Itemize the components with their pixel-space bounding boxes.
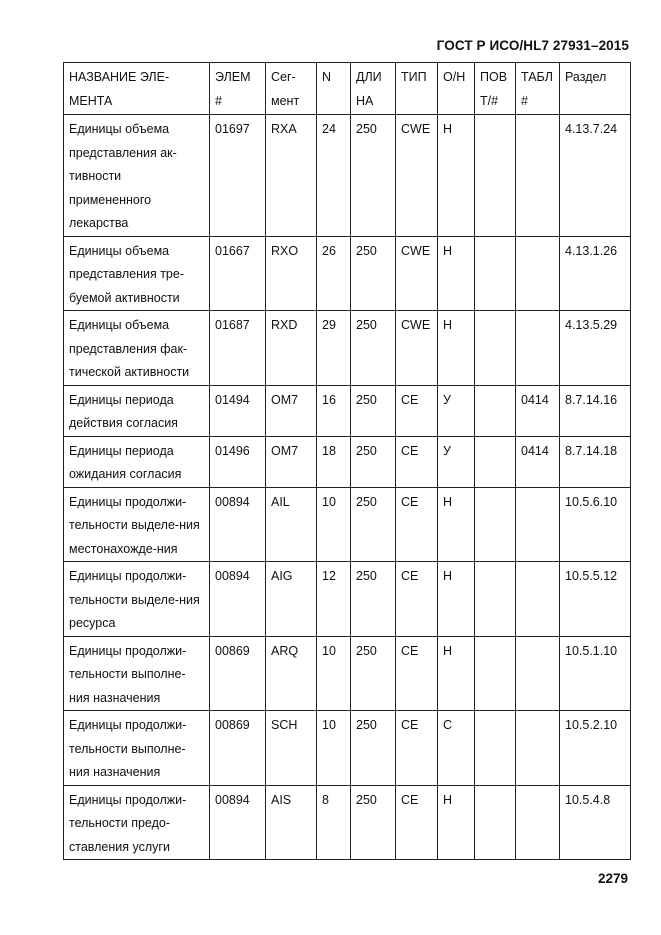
- cell-repeat: [475, 636, 516, 711]
- cell-repeat: [475, 711, 516, 786]
- cell-table: [516, 711, 560, 786]
- cell-name: Единицы продолжи-тельности предо-ставления услуги: [64, 785, 210, 860]
- column-header-segment: Сег-мент: [266, 63, 317, 115]
- page-number: 2279: [597, 871, 628, 886]
- cell-repeat: [475, 115, 516, 237]
- cell-table: [516, 785, 560, 860]
- table-row: [64, 436, 631, 487]
- cell-optionality: Н: [438, 115, 475, 237]
- cell-section: 4.13.7.24: [560, 115, 631, 237]
- cell-table: 0414: [516, 436, 560, 487]
- cell-segment: AIS: [266, 785, 317, 860]
- column-header-repeat: ПОВТ/#: [475, 63, 516, 115]
- cell-segment: SCH: [266, 711, 317, 786]
- cell-name: Единицы продолжи-тельности выделе-ния ресурса: [64, 562, 210, 637]
- cell-n: 18: [317, 436, 351, 487]
- cell-length: 250: [351, 562, 396, 637]
- cell-repeat: [475, 785, 516, 860]
- cell-optionality: У: [438, 436, 475, 487]
- cell-name: Единицы объема представления фак-тической активности: [64, 311, 210, 386]
- table-row: [64, 311, 631, 386]
- column-header-table: ТАБЛ#: [516, 63, 560, 115]
- cell-elem: 01667: [210, 236, 266, 311]
- cell-n: 26: [317, 236, 351, 311]
- cell-type: CE: [396, 711, 438, 786]
- cell-length: 250: [351, 385, 396, 436]
- cell-segment: ARQ: [266, 636, 317, 711]
- cell-elem: 00869: [210, 711, 266, 786]
- cell-name: Единицы продолжи-тельности выделе-ния местонахожде-ния: [64, 487, 210, 562]
- cell-repeat: [475, 385, 516, 436]
- cell-name: Единицы продолжи-тельности выполне-ния назначения: [64, 636, 210, 711]
- table-row: [64, 236, 631, 311]
- cell-name: Единицы объема представления ак-тивности примененного лекарства: [64, 115, 210, 237]
- cell-name: Единицы периода ожидания согласия: [64, 436, 210, 487]
- cell-type: CE: [396, 385, 438, 436]
- cell-section: 8.7.14.16: [560, 385, 631, 436]
- cell-repeat: [475, 236, 516, 311]
- cell-elem: 00869: [210, 636, 266, 711]
- cell-type: CE: [396, 562, 438, 637]
- data-elements-table: [63, 62, 631, 860]
- column-header-section: Раздел: [560, 63, 631, 115]
- table-row: [64, 115, 631, 237]
- table-row: [64, 385, 631, 436]
- cell-length: 250: [351, 487, 396, 562]
- cell-n: 10: [317, 487, 351, 562]
- cell-optionality: Н: [438, 785, 475, 860]
- cell-name: Единицы объема представления тре-буемой активности: [64, 236, 210, 311]
- cell-section: 4.13.1.26: [560, 236, 631, 311]
- cell-type: CE: [396, 785, 438, 860]
- cell-optionality: У: [438, 385, 475, 436]
- cell-table: [516, 636, 560, 711]
- cell-segment: OM7: [266, 385, 317, 436]
- table-row: [64, 785, 631, 860]
- cell-length: 250: [351, 311, 396, 386]
- cell-segment: RXA: [266, 115, 317, 237]
- cell-length: 250: [351, 785, 396, 860]
- cell-section: 4.13.5.29: [560, 311, 631, 386]
- cell-segment: AIG: [266, 562, 317, 637]
- cell-section: 8.7.14.18: [560, 436, 631, 487]
- cell-elem: 00894: [210, 562, 266, 637]
- cell-segment: AIL: [266, 487, 317, 562]
- cell-section: 10.5.1.10: [560, 636, 631, 711]
- column-header-elem: ЭЛЕМ #: [210, 63, 266, 115]
- cell-n: 12: [317, 562, 351, 637]
- cell-table: 0414: [516, 385, 560, 436]
- cell-length: 250: [351, 236, 396, 311]
- document-header: ГОСТ Р ИСО/HL7 27931–2015: [436, 38, 629, 53]
- cell-elem: 01494: [210, 385, 266, 436]
- cell-length: 250: [351, 636, 396, 711]
- column-header-n: N: [317, 63, 351, 115]
- cell-segment: RXD: [266, 311, 317, 386]
- cell-type: CE: [396, 487, 438, 562]
- column-header-name: НАЗВАНИЕ ЭЛЕ-МЕНТА: [64, 63, 210, 115]
- cell-type: CWE: [396, 115, 438, 237]
- cell-n: 29: [317, 311, 351, 386]
- cell-type: CE: [396, 636, 438, 711]
- table-row: [64, 487, 631, 562]
- cell-section: 10.5.2.10: [560, 711, 631, 786]
- cell-optionality: Н: [438, 487, 475, 562]
- cell-table: [516, 311, 560, 386]
- cell-repeat: [475, 562, 516, 637]
- cell-optionality: С: [438, 711, 475, 786]
- cell-optionality: Н: [438, 636, 475, 711]
- cell-length: 250: [351, 115, 396, 237]
- cell-n: 10: [317, 636, 351, 711]
- cell-table: [516, 236, 560, 311]
- cell-optionality: Н: [438, 562, 475, 637]
- cell-elem: 01687: [210, 311, 266, 386]
- cell-name: Единицы периода действия согласия: [64, 385, 210, 436]
- table-row: [64, 711, 631, 786]
- cell-elem: 01697: [210, 115, 266, 237]
- cell-section: 10.5.6.10: [560, 487, 631, 562]
- cell-n: 10: [317, 711, 351, 786]
- cell-optionality: Н: [438, 311, 475, 386]
- column-header-optionality: О/Н: [438, 63, 475, 115]
- cell-n: 8: [317, 785, 351, 860]
- cell-repeat: [475, 487, 516, 562]
- table-header-row: [64, 63, 631, 115]
- cell-type: CE: [396, 436, 438, 487]
- table-row: [64, 562, 631, 637]
- cell-elem: 01496: [210, 436, 266, 487]
- cell-name: Единицы продолжи-тельности выполне-ния назначения: [64, 711, 210, 786]
- cell-segment: RXO: [266, 236, 317, 311]
- cell-length: 250: [351, 436, 396, 487]
- cell-elem: 00894: [210, 785, 266, 860]
- column-header-type: ТИП: [396, 63, 438, 115]
- cell-n: 16: [317, 385, 351, 436]
- cell-optionality: Н: [438, 236, 475, 311]
- cell-elem: 00894: [210, 487, 266, 562]
- cell-type: CWE: [396, 236, 438, 311]
- cell-table: [516, 562, 560, 637]
- cell-table: [516, 487, 560, 562]
- cell-n: 24: [317, 115, 351, 237]
- cell-type: CWE: [396, 311, 438, 386]
- cell-section: 10.5.5.12: [560, 562, 631, 637]
- column-header-length: ДЛИНА: [351, 63, 396, 115]
- table-row: [64, 636, 631, 711]
- cell-table: [516, 115, 560, 237]
- cell-repeat: [475, 311, 516, 386]
- cell-length: 250: [351, 711, 396, 786]
- cell-section: 10.5.4.8: [560, 785, 631, 860]
- cell-repeat: [475, 436, 516, 487]
- cell-segment: OM7: [266, 436, 317, 487]
